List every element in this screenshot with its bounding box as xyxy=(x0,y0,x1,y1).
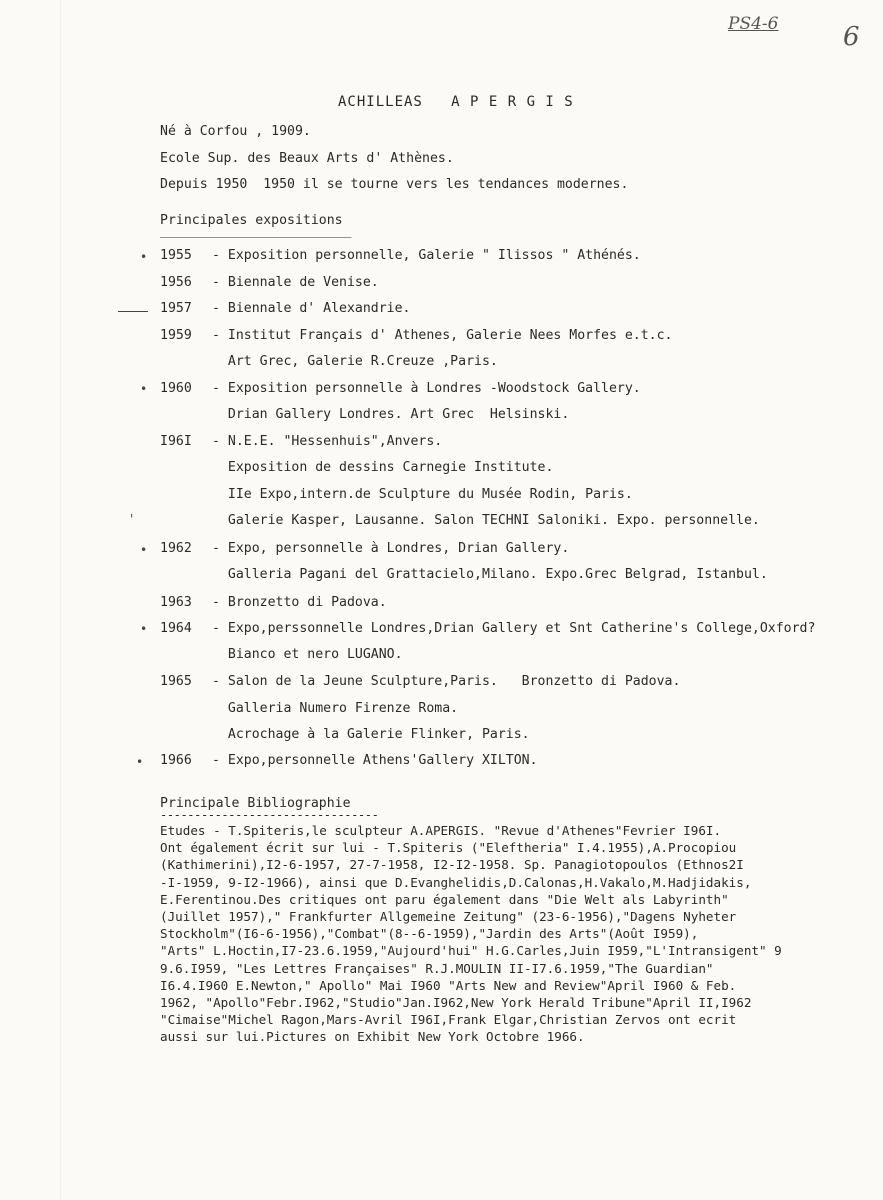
exhibition-entry: - N.E.E. "Hessenhuis",Anvers. xyxy=(212,434,443,449)
margin-tick-mark: • xyxy=(140,543,148,557)
exhibition-year: 1955 xyxy=(160,248,192,263)
exhibition-year: 1959 xyxy=(160,328,192,343)
exhibition-entry: - Exposition personnelle à Londres -Woodstock Gallery. xyxy=(212,381,641,396)
exhibition-entry: - Expo,perssonnelle Londres,Drian Gallery et Snt Catherine's College,Oxford? xyxy=(212,621,816,636)
exhibition-entry: - Salon de la Jeune Sculpture,Paris. Bronzetto di Padova. xyxy=(212,674,681,689)
exhibition-entry: Galerie Kasper, Lausanne. Salon TECHNI Saloniki. Expo. personnelle. xyxy=(212,513,760,528)
handwritten-page-number: 6 xyxy=(843,22,860,52)
exhibition-year: 1964 xyxy=(160,621,192,636)
bibliography-line: (Juillet 1957)," Frankfurter Allgemeine Zeitung" (23-6-1956),"Dagens Nyheter xyxy=(160,909,737,925)
bibliography-line: Etudes - T.Spiteris,le sculpteur A.APERGIS. "Revue d'Athenes"Fevrier I96I. xyxy=(160,823,722,838)
exhibition-entry: Galleria Numero Firenze Roma. xyxy=(212,701,459,716)
bibliography-line: E.Ferentinou.Des critiques ont paru également dans "Die Welt als Labyrinth" xyxy=(160,891,729,907)
bibliography-text xyxy=(160,822,860,1046)
bibliography-line: Ont également écrit sur lui - T.Spiteris ("Eleftheria" I.4.1955),A.Procopiou xyxy=(160,840,737,856)
bibliography-line: "Cimaise"Michel Ragon,Mars-Avril I96I,Frank Elgar,Christian Zervos ont ecrit xyxy=(160,1012,737,1028)
exhibition-year: 1956 xyxy=(160,275,192,290)
exhibition-year: I96I xyxy=(160,434,192,449)
document-title: ACHILLEAS A P E R G I S xyxy=(338,94,574,110)
intro-line-since: Depuis 1950 1950 il se tourne vers les tendances modernes. xyxy=(160,177,629,192)
exhibition-entry: - Bronzetto di Padova. xyxy=(212,595,387,610)
exhibition-entry: Drian Gallery Londres. Art Grec Helsinski. xyxy=(212,407,570,422)
bibliography-line: -I-1959, 9-I2-1966), ainsi que D.Evanghelidis,D.Calonas,H.Vakalo,M.Hadjidakis, xyxy=(160,874,752,890)
exhibition-year: 1965 xyxy=(160,674,192,689)
margin-tick-mark: • xyxy=(140,382,148,396)
margin-tick-mark: • xyxy=(140,250,148,264)
intro-line-birth: Né à Corfou , 1909. xyxy=(160,124,311,139)
exhibition-year: 1963 xyxy=(160,595,192,610)
bibliography-line: (Kathimerini),I2-6-1957, 27-7-1958, I2-I2-1958. Sp. Panagiotopoulos (Ethnos2I xyxy=(160,857,744,873)
margin-tick-mark: • xyxy=(136,755,144,769)
exhibition-entry: - Biennale de Venise. xyxy=(212,275,379,290)
bibliography-line: I6.4.I960 E.Newton," Apollo" Mai I960 "Arts New and Review"April I960 & Feb. xyxy=(160,977,737,993)
handwritten-reference: PS4-6 xyxy=(728,14,779,34)
bibliography-line: Stockholm"(I6-6-1956),"Combat"(8--6-1959),"Jardin des Arts"(Août I959), xyxy=(160,926,699,942)
exhibition-year: 1962 xyxy=(160,541,192,556)
exhibitions-heading-underline: ____________________________ xyxy=(160,224,352,238)
bibliography-heading-underline: -------------------------------- xyxy=(160,808,379,822)
exhibition-entry: - Biennale d' Alexandrie. xyxy=(212,301,411,316)
paper-fold-shadow xyxy=(60,0,61,1200)
exhibition-entry: - Expo, personnelle à Londres, Drian Gallery. xyxy=(212,541,570,556)
margin-tick-mark: • xyxy=(140,622,148,636)
exhibition-year: 1957 xyxy=(160,301,192,316)
margin-dash-mark xyxy=(118,311,148,312)
bibliography-line: "Arts" L.Hoctin,I7-23.6.1959,"Aujourd'hui" H.G.Carles,Juin I959,"L'Intransigent" 9 xyxy=(160,943,782,959)
exhibitions-heading: Principales expositions xyxy=(160,213,343,228)
exhibition-entry: Acrochage à la Galerie Flinker, Paris. xyxy=(212,727,530,742)
exhibition-entry: - Exposition personnelle, Galerie " Ilissos " Athénés. xyxy=(212,248,641,263)
bibliography-heading: Principale Bibliographie xyxy=(160,796,351,811)
exhibition-entry: Bianco et nero LUGANO. xyxy=(212,647,403,662)
exhibition-year: 1966 xyxy=(160,753,192,768)
exhibition-entry: Galleria Pagani del Grattacielo,Milano. Expo.Grec Belgrad, Istanbul. xyxy=(212,567,768,582)
exhibition-year: 1960 xyxy=(160,381,192,396)
intro-line-school: Ecole Sup. des Beaux Arts d' Athènes. xyxy=(160,151,454,166)
bibliography-line: aussi sur lui.Pictures on Exhibit New York Octobre 1966. xyxy=(160,1029,585,1045)
exhibition-entry: IIe Expo,intern.de Sculpture du Musée Rodin, Paris. xyxy=(212,487,633,502)
bibliography-line: 9.6.I959, "Les Lettres Françaises" R.J.MOULIN II-I7.6.1959,"The Guardian" xyxy=(160,960,714,976)
margin-tick-mark: ' xyxy=(128,512,136,526)
exhibition-entry: Art Grec, Galerie R.Creuze ,Paris. xyxy=(212,354,498,369)
exhibition-entry: - Institut Français d' Athenes, Galerie Nees Morfes e.t.c. xyxy=(212,328,673,343)
exhibition-entry: Exposition de dessins Carnegie Institute. xyxy=(212,460,554,475)
bibliography-line: 1962, "Apollo"Febr.I962,"Studio"Jan.I962,New York Herald Tribune"April II,I962 xyxy=(160,995,752,1011)
exhibition-entry: - Expo,personnelle Athens'Gallery XILTON. xyxy=(212,753,538,768)
